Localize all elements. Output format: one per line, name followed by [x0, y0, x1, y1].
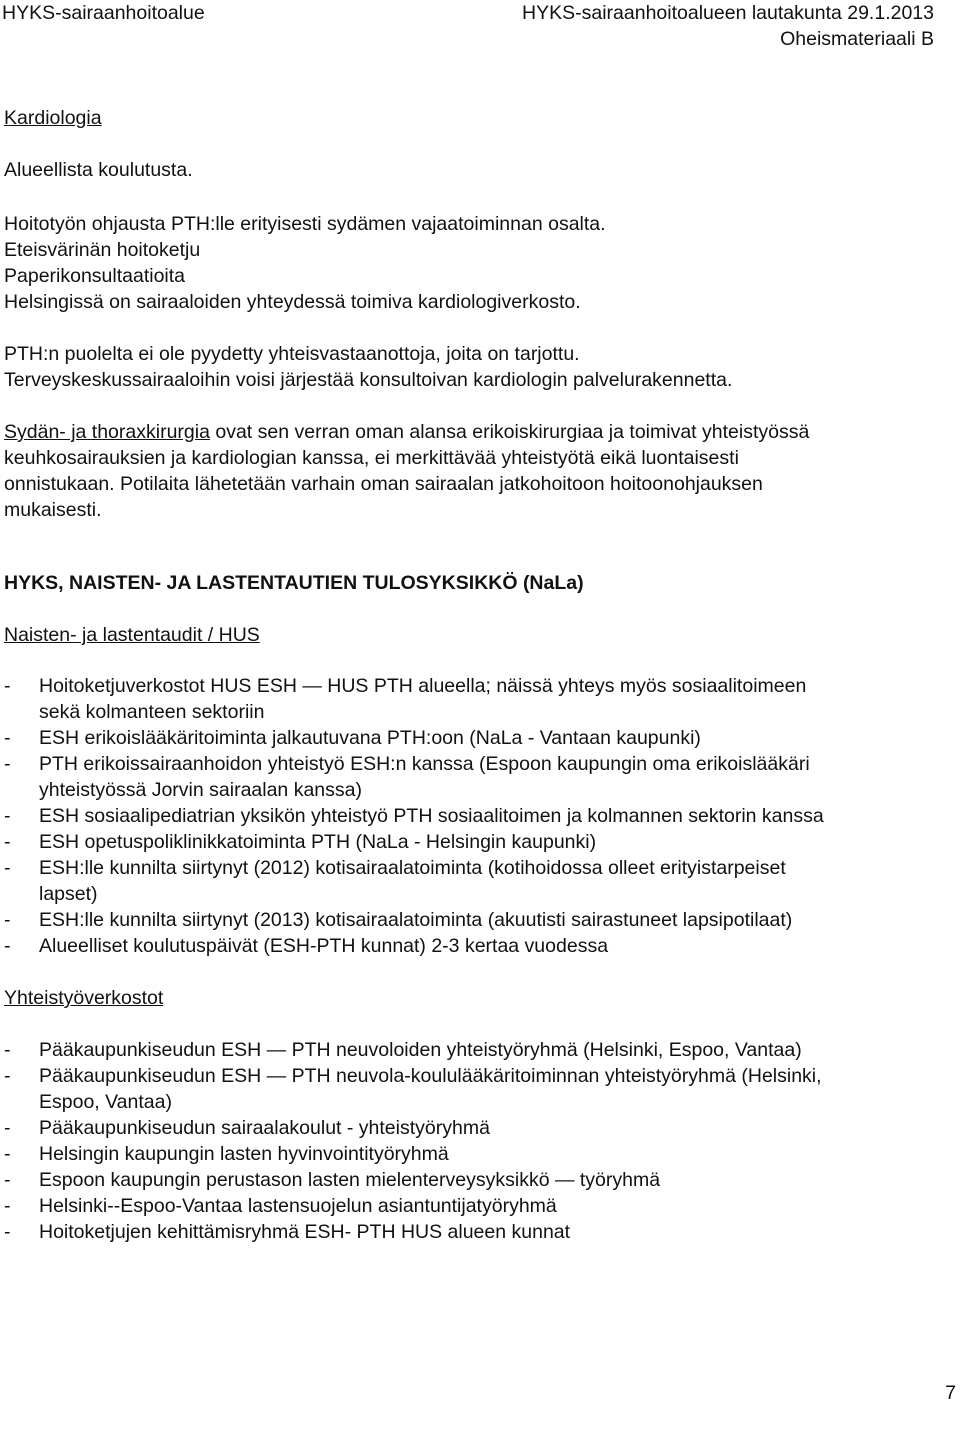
header-right [522, 0, 934, 52]
list-item: Pääkaupunkiseudun ESH — PTH neuvola-koululääkäritoiminnan yhteistyöryhmä (Helsinki, [39, 1065, 822, 1087]
list-item-continuation: lapset) [39, 883, 98, 905]
list-item: ESH erikoislääkäritoiminta jalkautuvana PTH:oon (NaLa - Vantaan kaupunki) [39, 727, 701, 749]
list-dash: - [4, 935, 11, 957]
list-dash: - [4, 831, 11, 853]
list-item: Espoon kaupungin perustason lasten mielenterveysyksikkö — työryhmä [39, 1169, 661, 1191]
list-dash: - [4, 1065, 11, 1087]
list-dash: - [4, 727, 11, 749]
header-left: HYKS-sairaanhoitoalue [2, 2, 205, 24]
paragraph-thorax-line: mukaisesti. [4, 499, 102, 521]
list-dash: - [4, 1195, 11, 1217]
list-item: Pääkaupunkiseudun ESH — PTH neuvoloiden yhteistyöryhmä (Helsinki, Espoo, Vantaa) [39, 1039, 802, 1061]
list-item-continuation: yhteistyössä Jorvin sairaalan kanssa) [39, 779, 362, 801]
list-dash: - [4, 1039, 11, 1061]
header-attachment: Oheismateriaali B [780, 28, 934, 50]
list-item: ESH:lle kunnilta siirtynyt (2013) kotisairaalatoiminta (akuutisti sairastuneet lapsipotilaat) [39, 909, 793, 931]
text-line: Terveyskeskussairaaloihin voisi järjestää konsultoivan kardiologin palvelurakennetta. [4, 369, 733, 391]
text-line: Alueellista koulutusta. [4, 159, 193, 181]
paragraph-thorax-line: keuhkosairauksien ja kardiologian kanssa, ei merkittävää yhteistyötä eikä luontaisesti [4, 447, 739, 469]
text-line: Hoitotyön ohjausta PTH:lle erityisesti sydämen vajaatoiminnan osalta. [4, 213, 606, 235]
section-title-nala: HYKS, NAISTEN- JA LASTENTAUTIEN TULOSYKSIKKÖ (NaLa) [4, 572, 584, 594]
text-line: Paperikonsultaatioita [4, 265, 186, 287]
list-item: ESH:lle kunnilta siirtynyt (2012) kotisairaalatoiminta (kotihoidossa olleet erityistarpeiset [39, 857, 786, 879]
list-dash: - [4, 675, 11, 697]
section-heading-thorax: Sydän- ja thoraxkirurgia [4, 421, 210, 443]
list-item-continuation: sekä kolmanteen sektoriin [39, 701, 265, 723]
list-item: ESH sosiaalipediatrian yksikön yhteistyö PTH sosiaalitoimen ja kolmannen sektorin kanssa [39, 805, 824, 827]
paragraph-text: ovat sen verran oman alansa erikoiskirurgiaa ja toimivat yhteistyössä [209, 421, 810, 443]
text-line: PTH:n puolelta ei ole pyydetty yhteisvastaanottoja, joita on tarjottu. [4, 343, 580, 365]
list-item: Hoitoketjuverkostot HUS ESH — HUS PTH alueella; näissä yhteys myös sosiaalitoimeen [39, 675, 807, 697]
section-subtitle-nala: Naisten- ja lastentaudit / HUS [4, 624, 260, 646]
list-item: Helsinki--Espoo-Vantaa lastensuojelun asiantuntijatyöryhmä [39, 1195, 557, 1217]
list-dash: - [4, 1169, 11, 1191]
list-dash: - [4, 753, 11, 775]
paragraph-thorax-line: onnistukaan. Potilaita lähetetään varhain oman sairaalan jatkohoitoon hoitoonohjauksen [4, 473, 763, 495]
list-item: ESH opetuspoliklinikkatoiminta PTH (NaLa - Helsingin kaupunki) [39, 831, 597, 853]
list-item: Alueelliset koulutuspäivät (ESH-PTH kunnat) 2-3 kertaa vuodessa [39, 935, 609, 957]
page-number: 7 [945, 1382, 956, 1404]
list-item: Pääkaupunkiseudun sairaalakoulut - yhteistyöryhmä [39, 1117, 490, 1139]
section-heading-kardiologia: Kardiologia [4, 107, 102, 129]
paragraph-thorax-line [4, 419, 809, 445]
list-item: Hoitoketjujen kehittämisryhmä ESH- PTH HUS alueen kunnat [39, 1221, 571, 1243]
list-item: PTH erikoissairaanhoidon yhteistyö ESH:n kanssa (Espoon kaupungin oma erikoislääkäri [39, 753, 810, 775]
list-item: Helsingin kaupungin lasten hyvinvointityöryhmä [39, 1143, 449, 1165]
list-dash: - [4, 857, 11, 879]
list-dash: - [4, 1117, 11, 1139]
header-meeting: HYKS-sairaanhoitoalueen lautakunta 29.1.2013 [522, 2, 934, 24]
text-line: Helsingissä on sairaaloiden yhteydessä toimiva kardiologiverkosto. [4, 291, 581, 313]
text-line: Eteisvärinän hoitoketju [4, 239, 201, 261]
list-item-continuation: Espoo, Vantaa) [39, 1091, 172, 1113]
list-dash: - [4, 909, 11, 931]
section-heading-verkostot: Yhteistyöverkostot [4, 987, 164, 1009]
list-dash: - [4, 1221, 11, 1243]
list-dash: - [4, 1143, 11, 1165]
list-dash: - [4, 805, 11, 827]
